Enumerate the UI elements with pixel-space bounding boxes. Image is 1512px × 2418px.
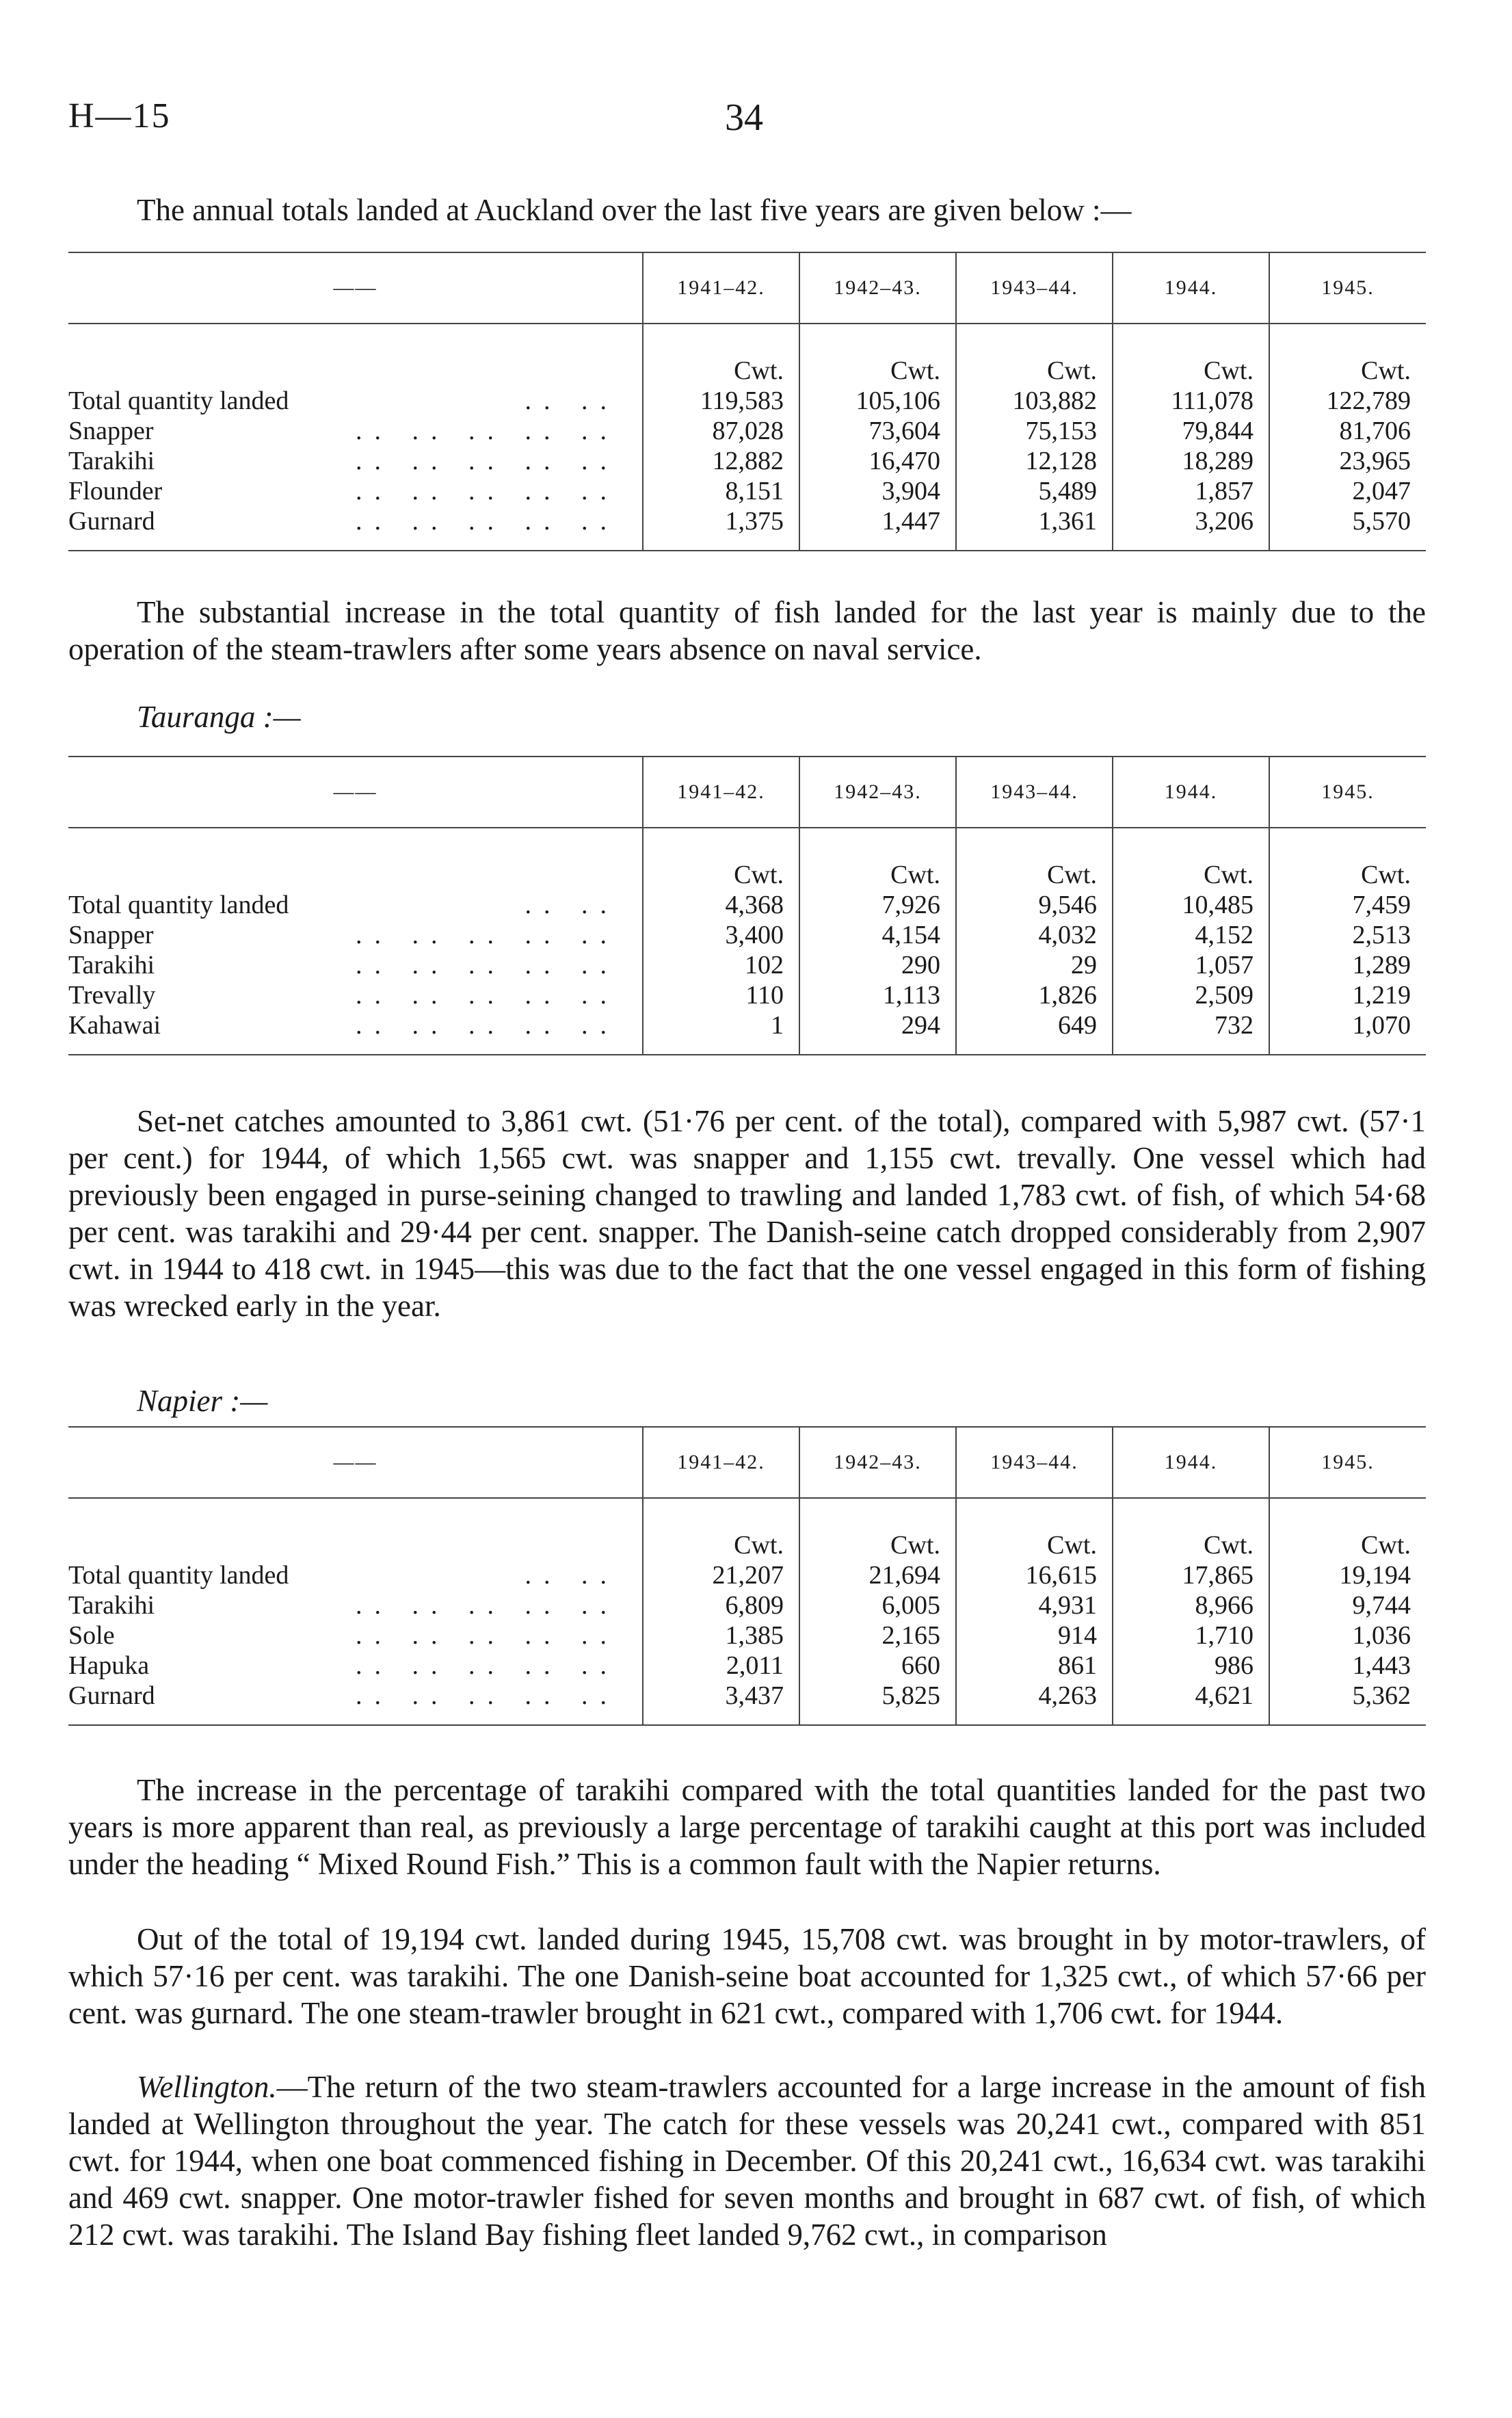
wellington-text: —The return of the two steam-trawlers accounted for a large increase in the amount of fish landed at Wellington throughout the year. The catch for these vessels was 20,241 cwt., compared with 851 cwt. for 1944, when one boat commenced fishing in December. Of this 20,241 cwt., 16,634 cwt. was tarakihi and 469 cwt. snapper. One motor-trawler fished for seven months and brought in 687 cwt. of fish, of which 212 cwt. was tarakihi. The Island Bay fishing fleet landed 9,762 cwt., in comparison: [68, 2070, 1426, 2252]
year-header: 1944.: [1113, 757, 1269, 828]
value-cell: 4,931: [956, 1590, 1113, 1620]
value-cell: 16,470: [799, 446, 956, 476]
table-row: [68, 890, 1426, 920]
value-cell: 1,036: [1269, 1620, 1426, 1651]
value-cell: 732: [1113, 1010, 1269, 1055]
unit-cell: Cwt.: [1113, 324, 1269, 386]
value-cell: 5,489: [956, 476, 1113, 506]
value-cell: 122,789: [1269, 386, 1426, 416]
value-cell: 914: [956, 1620, 1113, 1651]
unit-cell: Cwt.: [1269, 828, 1426, 890]
value-cell: 16,615: [956, 1560, 1113, 1590]
value-cell: 1: [643, 1010, 799, 1055]
napier-paragraph-1: The increase in the percentage of tarakihi compared with the total quantities landed for the past two years is more apparent than real, as previously a large percentage of tarakihi caught at this port was included under the heading “ Mixed Round Fish.” This is a common fault with the Napier returns.: [68, 1773, 1426, 1881]
unit-cell: Cwt.: [799, 1498, 956, 1560]
table-row: [68, 1560, 1426, 1590]
napier-paragraph-2: Out of the total of 19,194 cwt. landed during 1945, 15,708 cwt. was brought in by motor-trawlers, of which 57·16 per cent. was tarakihi. The one Danish-seine boat accounted for 1,325 cwt., of which 57·66 per cent. was gurnard. The one steam-trawler brought in 621 cwt., compared with 1,706 cwt. for 1944.: [68, 1922, 1426, 2030]
value-cell: 660: [799, 1651, 956, 1681]
auckland-intro: The annual totals landed at Auckland over the last five years are given below :—: [137, 193, 1132, 227]
unit-cell: Cwt.: [799, 828, 956, 890]
auckland-table: [68, 252, 1426, 551]
value-cell: 1,443: [1269, 1651, 1426, 1681]
value-cell: 4,368: [643, 890, 799, 920]
dot-leader: .. ..: [525, 1561, 619, 1590]
row-label: Snapper .. .. .. .. ..: [68, 416, 643, 446]
value-cell: 81,706: [1269, 416, 1426, 446]
value-cell: 1,710: [1113, 1620, 1269, 1651]
unit-row-blank: [68, 828, 643, 890]
row-label: Gurnard .. .. .. .. ..: [68, 1681, 643, 1725]
dot-leader: .. .. .. .. ..: [356, 1591, 619, 1620]
value-cell: 12,128: [956, 446, 1113, 476]
value-cell: 861: [956, 1651, 1113, 1681]
year-header: 1941–42.: [643, 252, 799, 324]
value-cell: 2,165: [799, 1620, 956, 1651]
napier-heading: Napier :—: [137, 1384, 268, 1418]
value-cell: 4,152: [1113, 920, 1269, 950]
row-label: Flounder .. .. .. .. ..: [68, 476, 643, 506]
value-cell: 4,263: [956, 1681, 1113, 1725]
value-cell: 6,809: [643, 1590, 799, 1620]
table-row: [68, 1651, 1426, 1681]
year-header: 1945.: [1269, 1427, 1426, 1498]
dot-leader: .. .. .. .. ..: [356, 951, 619, 980]
table-row: [68, 950, 1426, 980]
year-header: 1944.: [1113, 1427, 1269, 1498]
page-header: [68, 96, 1444, 150]
tauranga-table: [68, 756, 1426, 1055]
value-cell: 8,966: [1113, 1590, 1269, 1620]
row-label: Trevally .. .. .. .. ..: [68, 980, 643, 1010]
value-cell: 3,206: [1113, 506, 1269, 551]
value-cell: 87,028: [643, 416, 799, 446]
page-number: 34: [725, 96, 763, 139]
table-row: [68, 386, 1426, 416]
table-row: [68, 506, 1426, 551]
row-label: Kahawai .. .. .. .. ..: [68, 1010, 643, 1055]
auckland-paragraph: The substantial increase in the total quantity of fish landed for the last year is mainly due to the operation of the steam-trawlers after some years absence on naval service.: [68, 595, 1426, 666]
dot-leader: .. .. .. .. ..: [356, 981, 619, 1010]
dot-leader: .. .. .. .. ..: [356, 507, 619, 536]
value-cell: 3,400: [643, 920, 799, 950]
year-header: 1941–42.: [643, 1427, 799, 1498]
stub-header: ——: [68, 757, 643, 828]
value-cell: 9,744: [1269, 1590, 1426, 1620]
value-cell: 8,151: [643, 476, 799, 506]
unit-cell: Cwt.: [1113, 1498, 1269, 1560]
year-header: 1944.: [1113, 252, 1269, 324]
value-cell: 294: [799, 1010, 956, 1055]
year-header: 1945.: [1269, 252, 1426, 324]
year-header: 1943–44.: [956, 252, 1113, 324]
wellington-heading: Wellington.: [137, 2070, 277, 2104]
row-label: Total quantity landed .. ..: [68, 890, 643, 920]
table-row: [68, 1590, 1426, 1620]
value-cell: 1,219: [1269, 980, 1426, 1010]
value-cell: 986: [1113, 1651, 1269, 1681]
value-cell: 2,509: [1113, 980, 1269, 1010]
value-cell: 1,447: [799, 506, 956, 551]
value-cell: 111,078: [1113, 386, 1269, 416]
table-row: [68, 1010, 1426, 1055]
row-label: Snapper .. .. .. .. ..: [68, 920, 643, 950]
row-label: Tarakihi .. .. .. .. ..: [68, 950, 643, 980]
value-cell: 1,070: [1269, 1010, 1426, 1055]
table-row: [68, 1681, 1426, 1725]
value-cell: 1,375: [643, 506, 799, 551]
year-header: 1942–43.: [799, 252, 956, 324]
value-cell: 1,289: [1269, 950, 1426, 980]
value-cell: 29: [956, 950, 1113, 980]
unit-cell: Cwt.: [956, 1498, 1113, 1560]
value-cell: 102: [643, 950, 799, 980]
year-header: 1942–43.: [799, 757, 956, 828]
year-header: 1945.: [1269, 757, 1426, 828]
value-cell: 119,583: [643, 386, 799, 416]
value-cell: 12,882: [643, 446, 799, 476]
value-cell: 290: [799, 950, 956, 980]
value-cell: 21,694: [799, 1560, 956, 1590]
year-header: 1943–44.: [956, 1427, 1113, 1498]
value-cell: 9,546: [956, 890, 1113, 920]
value-cell: 3,437: [643, 1681, 799, 1725]
dot-leader: .. .. .. .. ..: [356, 417, 619, 445]
table-row: [68, 446, 1426, 476]
dot-leader: .. ..: [525, 891, 619, 919]
tauranga-paragraph: Set-net catches amounted to 3,861 cwt. (51·76 per cent. of the total), compared with 5,987 cwt. (57·1 per cent.) for 1944, of which 1,565 cwt. was snapper and 1,155 cwt. trevally. One vessel which had previously been engaged in purse-seining changed to trawling and landed 1,783 cwt. of fish, of which 54·68 per cent. was tarakihi and 29·44 per cent. snapper. The Danish-seine catch dropped considerably from 2,907 cwt. in 1944 to 418 cwt. in 1945—this was due to the fact that the one vessel engaged in this form of fishing was wrecked early in the year.: [68, 1104, 1426, 1323]
unit-cell: Cwt.: [643, 324, 799, 386]
value-cell: 105,106: [799, 386, 956, 416]
value-cell: 7,926: [799, 890, 956, 920]
unit-cell: Cwt.: [1269, 324, 1426, 386]
napier-table: [68, 1426, 1426, 1726]
value-cell: 1,361: [956, 506, 1113, 551]
table-row: [68, 980, 1426, 1010]
year-header: 1941–42.: [643, 757, 799, 828]
value-cell: 1,113: [799, 980, 956, 1010]
value-cell: 79,844: [1113, 416, 1269, 446]
value-cell: 17,865: [1113, 1560, 1269, 1590]
dot-leader: .. .. .. .. ..: [356, 447, 619, 475]
unit-row-blank: [68, 1498, 643, 1560]
table-row: [68, 416, 1426, 446]
unit-cell: Cwt.: [643, 828, 799, 890]
unit-cell: Cwt.: [956, 324, 1113, 386]
row-label: Gurnard .. .. .. .. ..: [68, 506, 643, 551]
dot-leader: .. .. .. .. ..: [356, 1651, 619, 1680]
year-header: 1942–43.: [799, 1427, 956, 1498]
unit-cell: Cwt.: [799, 324, 956, 386]
row-label: Total quantity landed .. ..: [68, 1560, 643, 1590]
value-cell: 1,826: [956, 980, 1113, 1010]
value-cell: 73,604: [799, 416, 956, 446]
row-label: Tarakihi .. .. .. .. ..: [68, 1590, 643, 1620]
value-cell: 21,207: [643, 1560, 799, 1590]
row-label: Hapuka .. .. .. .. ..: [68, 1651, 643, 1681]
value-cell: 103,882: [956, 386, 1113, 416]
value-cell: 5,825: [799, 1681, 956, 1725]
value-cell: 10,485: [1113, 890, 1269, 920]
row-label: Sole .. .. .. .. ..: [68, 1620, 643, 1651]
value-cell: 4,032: [956, 920, 1113, 950]
value-cell: 1,057: [1113, 950, 1269, 980]
row-label: Total quantity landed .. ..: [68, 386, 643, 416]
stub-header: ——: [68, 252, 643, 324]
value-cell: 2,011: [643, 1651, 799, 1681]
dot-leader: .. .. .. .. ..: [356, 1621, 619, 1650]
dot-leader: .. .. .. .. ..: [356, 477, 619, 505]
document-reference: H—15: [68, 96, 171, 135]
unit-row-blank: [68, 324, 643, 386]
year-header: 1943–44.: [956, 757, 1113, 828]
table-row: [68, 1620, 1426, 1651]
value-cell: 23,965: [1269, 446, 1426, 476]
value-cell: 2,047: [1269, 476, 1426, 506]
value-cell: 6,005: [799, 1590, 956, 1620]
unit-cell: Cwt.: [1113, 828, 1269, 890]
value-cell: 4,154: [799, 920, 956, 950]
value-cell: 649: [956, 1010, 1113, 1055]
dot-leader: .. .. .. .. ..: [356, 1681, 619, 1710]
value-cell: 3,904: [799, 476, 956, 506]
value-cell: 1,385: [643, 1620, 799, 1651]
unit-cell: Cwt.: [1269, 1498, 1426, 1560]
value-cell: 1,857: [1113, 476, 1269, 506]
dot-leader: .. ..: [525, 386, 619, 415]
dot-leader: .. .. .. .. ..: [356, 1011, 619, 1040]
value-cell: 4,621: [1113, 1681, 1269, 1725]
value-cell: 18,289: [1113, 446, 1269, 476]
table-row: [68, 920, 1426, 950]
stub-header: ——: [68, 1427, 643, 1498]
dot-leader: .. .. .. .. ..: [356, 921, 619, 949]
value-cell: 2,513: [1269, 920, 1426, 950]
value-cell: 5,570: [1269, 506, 1426, 551]
tauranga-heading: Tauranga :—: [137, 700, 301, 734]
table-row: [68, 476, 1426, 506]
row-label: Tarakihi .. .. .. .. ..: [68, 446, 643, 476]
value-cell: 75,153: [956, 416, 1113, 446]
unit-cell: Cwt.: [643, 1498, 799, 1560]
wellington-paragraph: [68, 2068, 1426, 2253]
value-cell: 19,194: [1269, 1560, 1426, 1590]
value-cell: 7,459: [1269, 890, 1426, 920]
unit-cell: Cwt.: [956, 828, 1113, 890]
value-cell: 110: [643, 980, 799, 1010]
value-cell: 5,362: [1269, 1681, 1426, 1725]
